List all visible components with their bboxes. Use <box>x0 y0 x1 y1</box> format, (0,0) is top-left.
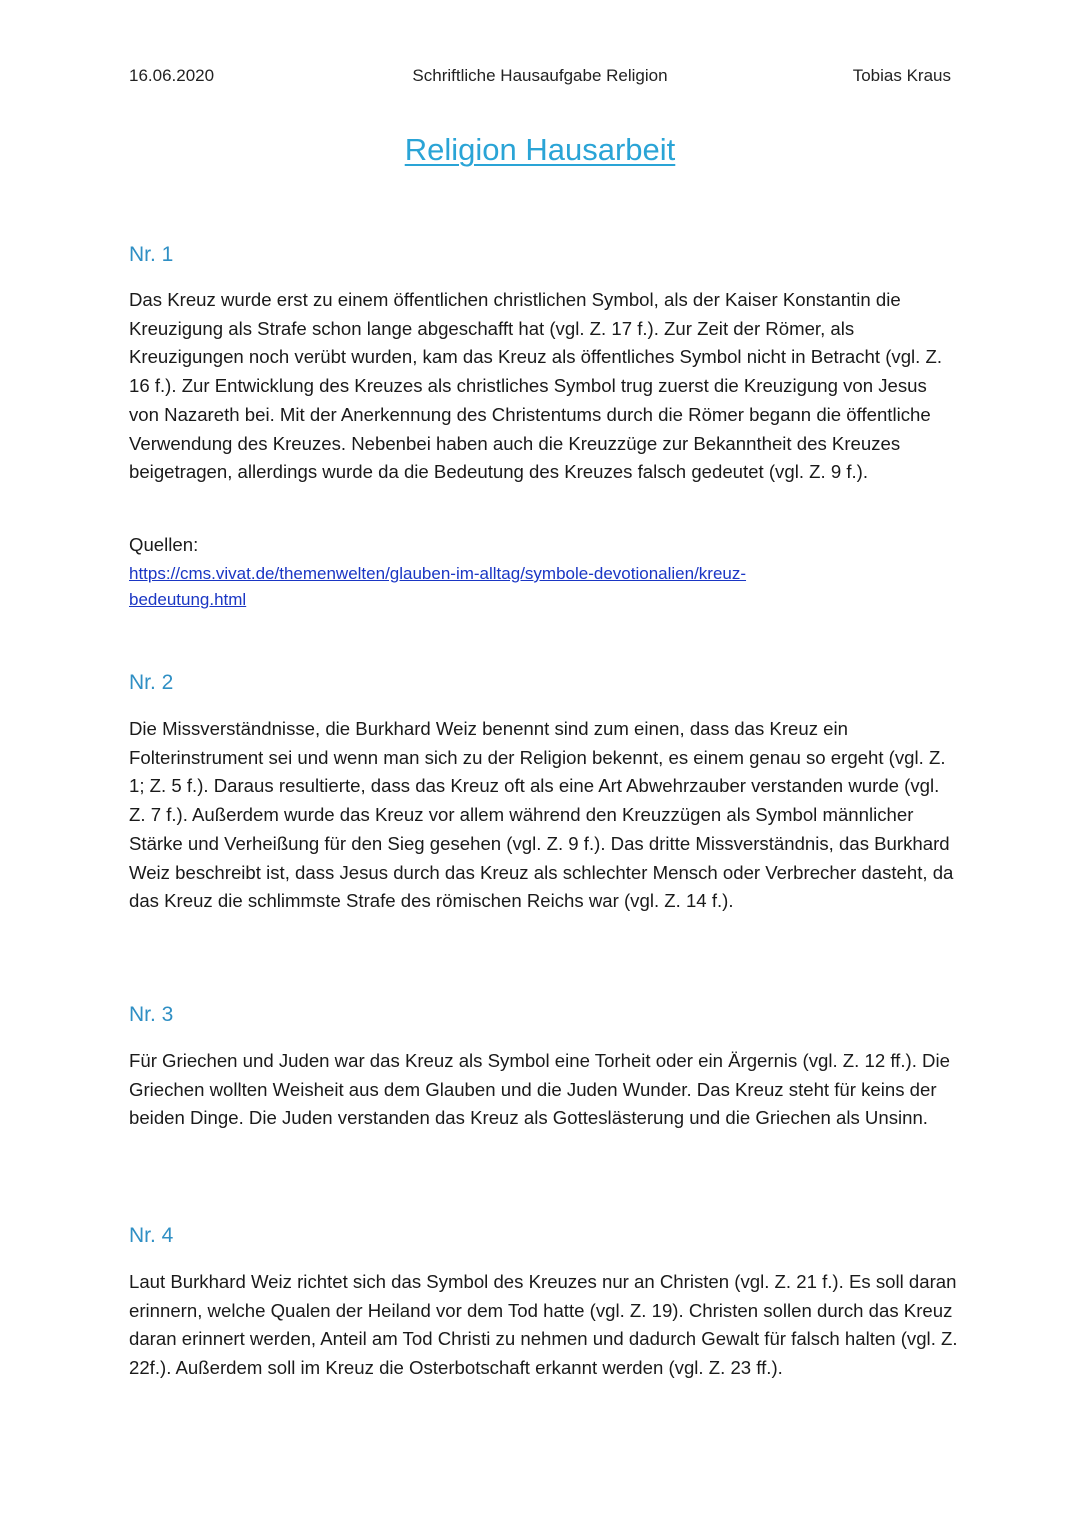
document-title: Religion Hausarbeit <box>404 132 676 167</box>
sources-label: Quellen: <box>129 534 199 555</box>
section-text-3: Für Griechen und Juden war das Kreuz als Symbol eine Torheit oder ein Ärgernis (vgl. Z. 12 ff.). Die Griechen wollten Weisheit aus dem Glauben und die Juden Wunder. Das Kreuz steht für keins der beiden Dinge. Die Juden verstanden das Kreuz als Gotteslästerung und die Griechen als Unsinn. <box>129 1050 950 1129</box>
header-subject: Schriftliche Hausaufgabe Religion <box>412 66 668 85</box>
section-heading-2: Nr. 2 <box>129 671 174 694</box>
section-text-1: Das Kreuz wurde erst zu einem öffentlichen christlichen Symbol, als der Kaiser Konstantin die Kreuzigung als Strafe schon lange abgeschafft hat (vgl. Z. 17 f.). Zur Zeit der Römer, als Kreuzigungen noch verübt wurden, kam das Kreuz als öffentliches Symbol nicht in Betracht (vgl. Z. 16 f.). Zur Entwicklung des Kreuzes als christliches Symbol trug zuerst die Kreuzigung von Jesus von Nazareth bei. Mit der Anerkennung des Christentums durch die Römer begann die öffentliche Verwendung des Kreuzes. Nebenbei haben auch die Kreuzzüge zur Bekanntheit des Kreuzes beigetragen, allerdings wurde da die Bedeutung des Kreuzes falsch gedeutet (vgl. Z. 9 f.). <box>129 289 943 483</box>
page-header <box>129 66 951 90</box>
section-text-2: Die Missverständnisse, die Burkhard Weiz benennt sind zum einen, dass das Kreuz ein Folterinstrument sei und wenn man sich zu der Religion bekennt, es einem genau so ergeht (vgl. Z. 1; Z. 5 f.). Daraus resultierte, dass das Kreuz oft als eine Art Abwehrzauber verstanden wurde (vgl. Z. 7 f.). Außerdem wurde das Kreuz vor allem während den Kreuzzügen als Symbol männlicher Stärke und Verheißung für den Sieg gesehen (vgl. Z. 9 f.). Das dritte Missverständnis, das Burkhard Weiz beschreibt ist, dass Jesus durch das Kreuz als schlechter Mensch oder Verbrecher dasteht, da das Kreuz die schlimmste Strafe des römischen Reichs war (vgl. Z. 14 f.). <box>129 718 954 912</box>
section-heading-3: Nr. 3 <box>129 1003 174 1026</box>
header-author: Tobias Kraus <box>852 66 951 85</box>
source-link[interactable]: https://cms.vivat.de/themenwelten/glauben-im-alltag/symbole-devotionalien/kreuz-bedeutung.html <box>129 564 747 609</box>
header-date: 16.06.2020 <box>129 66 215 85</box>
section-heading-1: Nr. 1 <box>129 243 174 266</box>
section-heading-4: Nr. 4 <box>129 1224 174 1247</box>
section-text-4: Laut Burkhard Weiz richtet sich das Symbol des Kreuzes nur an Christen (vgl. Z. 21 f.). Es soll daran erinnern, welche Qualen der Heiland vor dem Tod hatte (vgl. Z. 19). Christen sollen durch das Kreuz daran erinnert werden, Anteil am Tod Christi zu nehmen und dadurch Gewalt für falsch halten (vgl. Z. 22f.). Außerdem soll im Kreuz die Osterbotschaft erkannt werden (vgl. Z. 23 ff.). <box>129 1271 958 1379</box>
